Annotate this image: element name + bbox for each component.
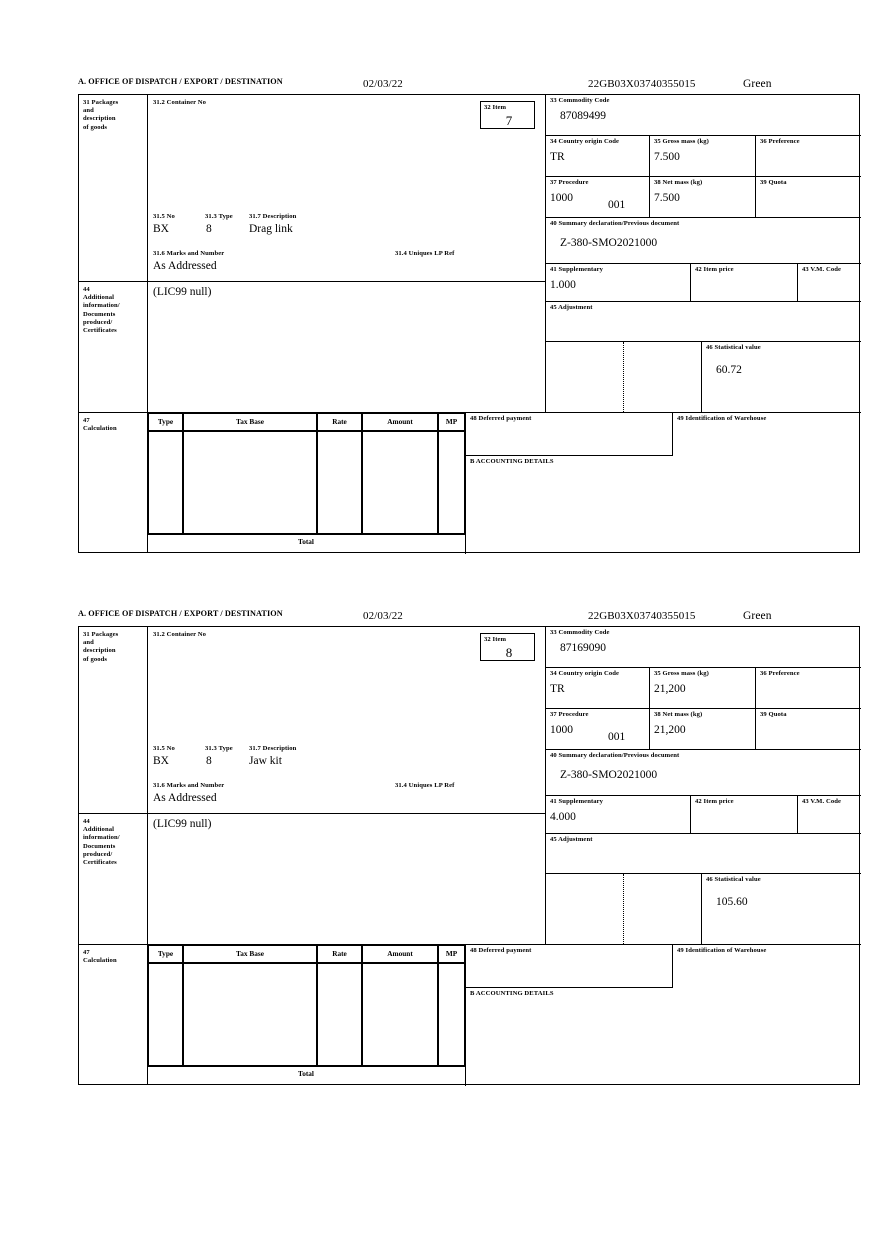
additional-info-label-6: Certificates [83,327,117,335]
procedure-label-2: 37 Procedure [550,711,589,718]
deferred-payment-label-2: 48 Deferred payment [470,947,532,954]
commodity-code-label: 33 Commodity Code [550,97,610,104]
col-header-rate-2: Rate [317,945,362,963]
route-lane-2: Green [743,610,772,622]
supplementary-value: 1.000 [550,279,576,292]
pkg-no-label-2: 31.5 No [153,745,175,752]
packages-label: 31 Packages [83,99,119,106]
supplementary-value-2: 4.000 [550,811,576,824]
net-mass-label: 38 Net mass (kg) [654,179,703,186]
packages-label-b: 31 Packages [83,631,119,638]
calc-cell-amount-2 [362,963,438,1066]
net-mass-value-2: 21,200 [654,724,686,737]
item-label: 32 Item [484,104,507,111]
net-mass-label-2: 38 Net mass (kg) [654,711,703,718]
summary-declaration-cell-2 [546,750,861,796]
statistical-value-value: 60.72 [716,364,742,377]
calculation-label-b: 47 [83,949,90,956]
summary-declaration-label-2: 40 Summary declaration/Previous document [550,752,680,759]
declaration-box-2 [78,626,860,1085]
item-price-label-2: 42 Item price [695,798,734,805]
total-divider-2 [148,1066,465,1067]
calculation-label: 47 [83,417,90,424]
identification-warehouse-cell-2 [672,945,861,988]
gross-mass-cell-2 [650,668,756,709]
item-price-cell-2 [691,796,798,834]
col-header-amount: Amount [362,413,438,431]
accounting-details-label: B ACCOUNTING DETAILS [470,458,554,465]
preference-label: 36 Preference [760,138,800,145]
quota-label: 39 Quota [760,179,787,186]
additional-info-label-3b: information/ [83,834,120,842]
calculation-label-2: Calculation [83,425,117,433]
item-price-label: 42 Item price [695,266,734,273]
col-header-rate: Rate [317,413,362,431]
commodity-code-value: 87089499 [560,110,606,123]
adjustment-cell-2 [546,834,861,874]
calculation-label-2b: Calculation [83,957,117,965]
customs-declaration-form-2 [78,610,862,1085]
calc-cell-amount [362,431,438,534]
additional-info-label-2b: Additional [83,826,115,834]
gross-mass-value: 7.500 [654,151,680,164]
vm-code-label: 43 V.M. Code [802,266,842,273]
dotted-divider [623,342,624,412]
procedure-cell-2 [546,709,650,750]
procedure-label: 37 Procedure [550,179,589,186]
additional-info-label-5b: produced/ [83,850,113,858]
calc-cell-tax-base [183,431,317,534]
unique-lp-ref-label: 31.4 Uniques LP Ref [395,250,455,257]
marks-number-label-alt: 31.6 Marks and Number [153,250,225,257]
movement-reference-number-2: 22GB03X03740355015 [588,610,696,622]
additional-info-label-col [79,281,148,412]
adjustment-cell [546,302,861,342]
pkg-no-value: BX [153,223,169,235]
country-origin-cell-2 [546,668,650,709]
container-no-label-2: 31.2 Container No [153,631,207,638]
additional-info-label-3: information/ [83,302,120,310]
pkg-description-label: 31.7 Description [249,213,297,220]
col-header-mp: MP [438,413,465,431]
preference-cell [756,136,861,177]
additional-information-area [148,281,545,412]
additional-information-value: (LIC99 null) [153,286,212,298]
customs-declaration-form-1 [78,78,862,553]
statistical-value-label-2: 46 Statistical value [706,876,761,883]
marks-number-value-2: As Addressed [153,792,217,804]
office-of-dispatch-label: A. OFFICE OF DISPATCH / EXPORT / DESTINATION [78,77,283,86]
col-header-tax-base: Tax Base [183,413,317,431]
pkg-type-value-2: 8 [206,755,212,767]
calc-cell-mp [438,431,465,534]
deferred-payment-cell [465,413,672,456]
calculation-grid-2 [148,945,465,1086]
declaration-date: 02/03/22 [363,78,403,90]
packages-label-3: description [83,115,116,123]
accounting-details-cell [465,456,861,554]
vm-code-cell [798,264,861,302]
calculation-label-col [79,412,148,553]
calculation-grid [148,413,465,554]
adjustment-label-2: 45 Adjustment [550,836,593,843]
packages-label-col-2 [79,627,148,813]
total-divider [148,534,465,535]
item-number-box [480,101,535,129]
additional-info-label-4: Documents [83,310,116,318]
calc-cell-rate-2 [317,963,362,1066]
route-lane: Green [743,78,772,90]
calculation-label-col-2 [79,944,148,1085]
summary-declaration-label: 40 Summary declaration/Previous document [550,220,680,227]
procedure-cell [546,177,650,218]
packages-label-4b: of goods [83,655,108,663]
gross-mass-label: 35 Gross mass (kg) [654,138,709,145]
quota-cell-2 [756,709,861,750]
declaration-box-1 [78,94,860,553]
form-header-1 [78,78,862,94]
accounting-details-cell-2 [465,988,861,1086]
additional-info-label: 44 [83,286,90,293]
supplementary-label: 41 Supplementary [550,266,604,273]
statistical-value-cell-2 [701,874,861,944]
procedure-value-2: 001 [608,199,626,211]
summary-declaration-value-2: Z-380-SMO2021000 [560,769,658,782]
office-of-dispatch-label-2: A. OFFICE OF DISPATCH / EXPORT / DESTINATION [78,609,283,618]
gross-mass-cell [650,136,756,177]
preference-label-2: 36 Preference [760,670,800,677]
commodity-code-cell [546,95,861,136]
pkg-description-value-2: Jaw kit [249,755,282,767]
additional-information-value-2: (LIC99 null) [153,818,212,830]
country-origin-label: 34 Country origin Code [550,138,620,145]
net-mass-cell [650,177,756,218]
country-origin-value-2: TR [550,683,565,696]
col-header-amount-2: Amount [362,945,438,963]
additional-info-label-col-2 [79,813,148,944]
right-fields-col [545,95,861,412]
pkg-description-value: Drag link [249,223,293,235]
pkg-type-label: 31.3 Type [205,213,233,220]
unique-lp-ref-label-2: 31.4 Uniques LP Ref [395,782,455,789]
pkg-no-value-2: BX [153,755,169,767]
procedure-value-1: 1000 [550,192,573,205]
country-origin-value: TR [550,151,565,164]
calculation-area-2 [148,944,861,1085]
statistical-value-label: 46 Statistical value [706,344,761,351]
deferred-payment-label: 48 Deferred payment [470,415,532,422]
marks-number-value: As Addressed [153,260,217,272]
procedure-value-1-2: 1000 [550,724,573,737]
accounting-details-label-2: B ACCOUNTING DETAILS [470,990,554,997]
container-no-label: 31.2 Container No [153,99,207,106]
additional-info-label-2: Additional [83,294,115,302]
quota-label-2: 39 Quota [760,711,787,718]
col-header-mp-2: MP [438,945,465,963]
identification-warehouse-cell [672,413,861,456]
calc-cell-tax-base-2 [183,963,317,1066]
item-number-value-2: 8 [505,645,513,661]
dotted-divider-2 [623,874,624,944]
statistical-value-cell [701,342,861,412]
item-number-box-2 [480,633,535,661]
identification-warehouse-label-2: 49 Identification of Warehouse [677,947,767,954]
packages-label-col [79,95,148,281]
additional-info-label-b: 44 [83,818,90,825]
vm-code-cell-2 [798,796,861,834]
gross-mass-value-2: 21,200 [654,683,686,696]
preference-cell-2 [756,668,861,709]
identification-warehouse-label: 49 Identification of Warehouse [677,415,767,422]
pkg-description-label-2: 31.7 Description [249,745,297,752]
calc-cell-type-2 [148,963,183,1066]
country-origin-label-2: 34 Country origin Code [550,670,620,677]
calc-cell-mp-2 [438,963,465,1066]
commodity-code-cell-2 [546,627,861,668]
gross-mass-label-2: 35 Gross mass (kg) [654,670,709,677]
form-header-2 [78,610,862,626]
deferred-payment-cell-2 [465,945,672,988]
calculation-area [148,412,861,553]
col-header-type-2: Type [148,945,183,963]
additional-info-label-4b: Documents [83,842,116,850]
net-mass-cell-2 [650,709,756,750]
summary-declaration-cell [546,218,861,264]
supplementary-cell [546,264,691,302]
col-header-type: Type [148,413,183,431]
movement-reference-number: 22GB03X03740355015 [588,78,696,90]
total-label-2: Total [298,1069,314,1078]
packages-label-2: and [83,107,94,115]
item-price-cell [691,264,798,302]
packages-label-3b: description [83,647,116,655]
commodity-code-value-2: 87169090 [560,642,606,655]
quota-cell [756,177,861,218]
marks-number-label-2: 31.6 Marks and Number [153,782,225,789]
declaration-date-2: 02/03/22 [363,610,403,622]
summary-declaration-value: Z-380-SMO2021000 [560,237,658,250]
additional-info-label-6b: Certificates [83,859,117,867]
country-origin-cell [546,136,650,177]
pkg-no-label: 31.5 No [153,213,175,220]
total-label: Total [298,537,314,546]
statistical-value-value-2: 105.60 [716,896,748,909]
net-mass-value: 7.500 [654,192,680,205]
col-header-tax-base-2: Tax Base [183,945,317,963]
item-number-value: 7 [505,113,513,129]
commodity-code-label-2: 33 Commodity Code [550,629,610,636]
right-fields-col-2 [545,627,861,944]
calc-cell-type [148,431,183,534]
packages-label-4: of goods [83,123,108,131]
supplementary-cell-2 [546,796,691,834]
vm-code-label-2: 43 V.M. Code [802,798,842,805]
calc-cell-rate [317,431,362,534]
item-label-2: 32 Item [484,636,507,643]
adjustment-label: 45 Adjustment [550,304,593,311]
pkg-type-value: 8 [206,223,212,235]
supplementary-label-2: 41 Supplementary [550,798,604,805]
pkg-type-label-2: 31.3 Type [205,745,233,752]
additional-info-label-5: produced/ [83,318,113,326]
packages-label-2b: and [83,639,94,647]
procedure-value-2-2: 001 [608,731,626,743]
additional-information-area-2 [148,813,545,944]
